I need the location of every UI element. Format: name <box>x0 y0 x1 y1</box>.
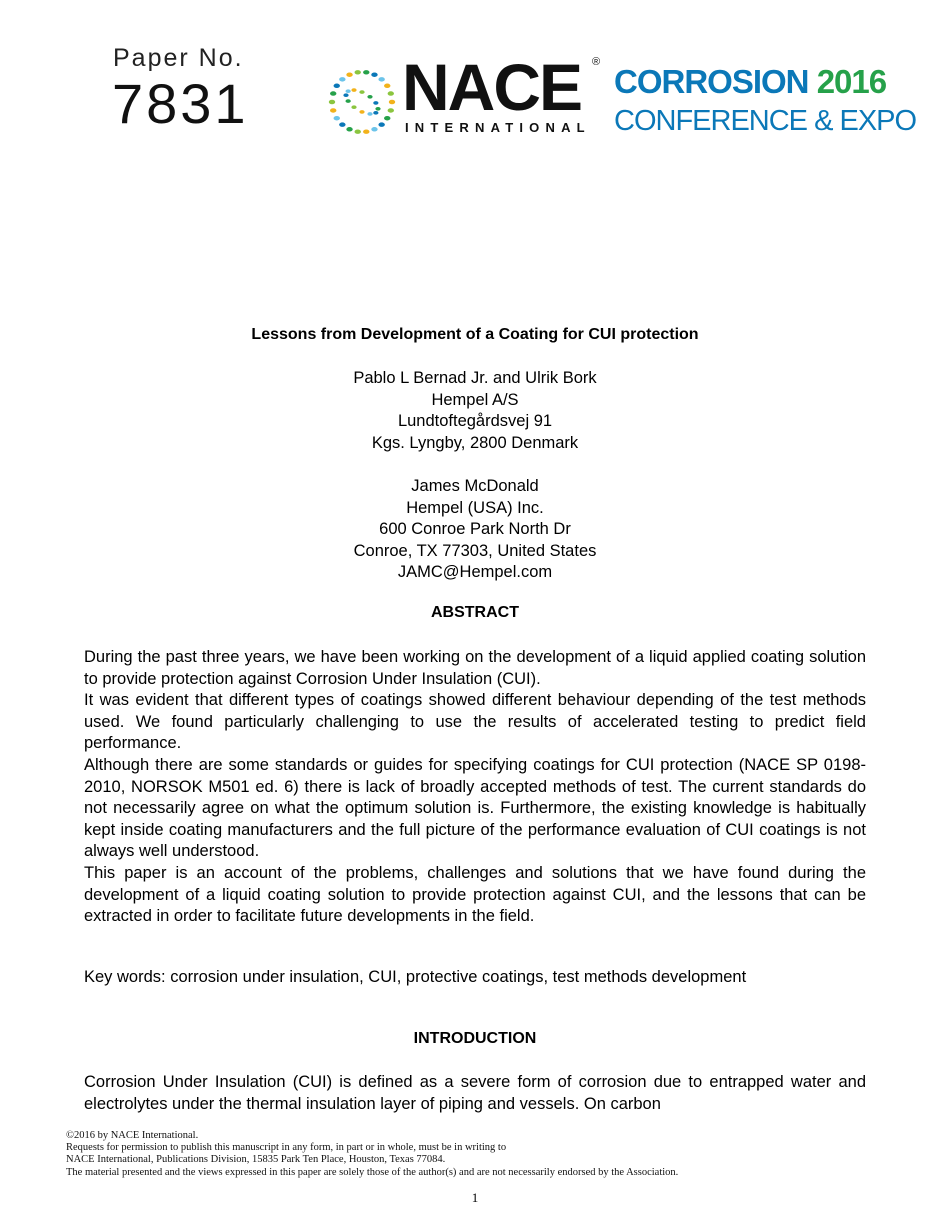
abstract-paragraph: During the past three years, we have been working on the development of a liquid applied coating solution to provide protection against Corrosion Under Insulation (CUI). <box>84 648 866 688</box>
nace-international-text: INTERNATIONAL <box>405 120 591 135</box>
address-line: 600 Conroe Park North Dr <box>379 520 571 539</box>
address-line: Kgs. Lyngby, 2800 Denmark <box>371 433 579 452</box>
affiliation-line: Hempel A/S <box>431 390 519 409</box>
abstract-heading: ABSTRACT <box>431 604 519 621</box>
author-line: James McDonald <box>411 476 539 495</box>
page-number: 1 <box>471 1190 479 1205</box>
copyright-footer <box>66 1130 678 1179</box>
introduction-body <box>84 1072 866 1115</box>
keywords: Key words: corrosion under insulation, CUI, protective coatings, test methods development <box>84 968 747 986</box>
conference-name: CORROSION <box>614 63 809 100</box>
nace-logo-wordmark: NACE <box>402 50 582 124</box>
affiliation-line: Hempel (USA) Inc. <box>406 498 544 517</box>
paper-title: Lessons from Development of a Coating for CUI protection <box>251 326 699 343</box>
abstract-body <box>84 647 866 928</box>
registered-mark: ® <box>592 56 601 68</box>
footer-line: ©2016 by NACE International. <box>66 1130 199 1141</box>
address-line: Lundtoftegårdsvej 91 <box>397 412 553 431</box>
paper-number: 7831 <box>112 72 249 135</box>
footer-line: Requests for permission to publish this manuscript in any form, in part or in whole, must be in writing to <box>66 1142 507 1154</box>
paper-label: Paper No. <box>113 44 244 72</box>
abstract-paragraph: Although there are some standards or guides for specifying coatings for CUI protection (NACE SP 0198-2010, NORSOK M501 ed. 6) there is lack of broadly accepted methods of test. The current standards do not necessarily agree on what the optimum solution is. Furthermore, the existing knowledge is habitually kept inside coating manufacturers and the full picture of the performance evaluation of CUI coatings is not always well understood. <box>84 755 866 861</box>
abstract-paragraph: It was evident that different types of coatings showed different behaviour depending of the test methods used. We found particularly challenging to use the results of accelerated testing to predict field performance. <box>84 691 866 753</box>
nace-logo-icon <box>322 62 402 142</box>
conference-subtitle: CONFERENCE & EXPO <box>614 105 917 137</box>
abstract-paragraph: This paper is an account of the problems, challenges and solutions that we have found during the development of a liquid coating solution to provide protection against CUI, and the lessons that can be extracted in order to facilitate future developments in the field. <box>84 863 866 926</box>
footer-line: The material presented and the views expressed in this paper are solely those of the author(s) and are not necessarily endorsed by the Association. <box>66 1166 679 1178</box>
footer-line: NACE International, Publications Division, 15835 Park Ten Place, Houston, Texas 77084. <box>66 1154 446 1166</box>
introduction-heading: INTRODUCTION <box>413 1030 537 1047</box>
conference-year: 2016 <box>816 63 887 100</box>
introduction-paragraph: Corrosion Under Insulation (CUI) is defined as a severe form of corrosion due to entrapped water and electrolytes under the thermal insulation layer of piping and vessels. On carbon <box>84 1073 866 1113</box>
author-block <box>0 368 950 584</box>
author-line: Pablo L Bernad Jr. and Ulrik Bork <box>353 369 597 387</box>
conference-title <box>614 64 886 100</box>
address-line: Conroe, TX 77303, United States <box>353 541 597 560</box>
email-line: JAMC@Hempel.com <box>397 563 553 582</box>
